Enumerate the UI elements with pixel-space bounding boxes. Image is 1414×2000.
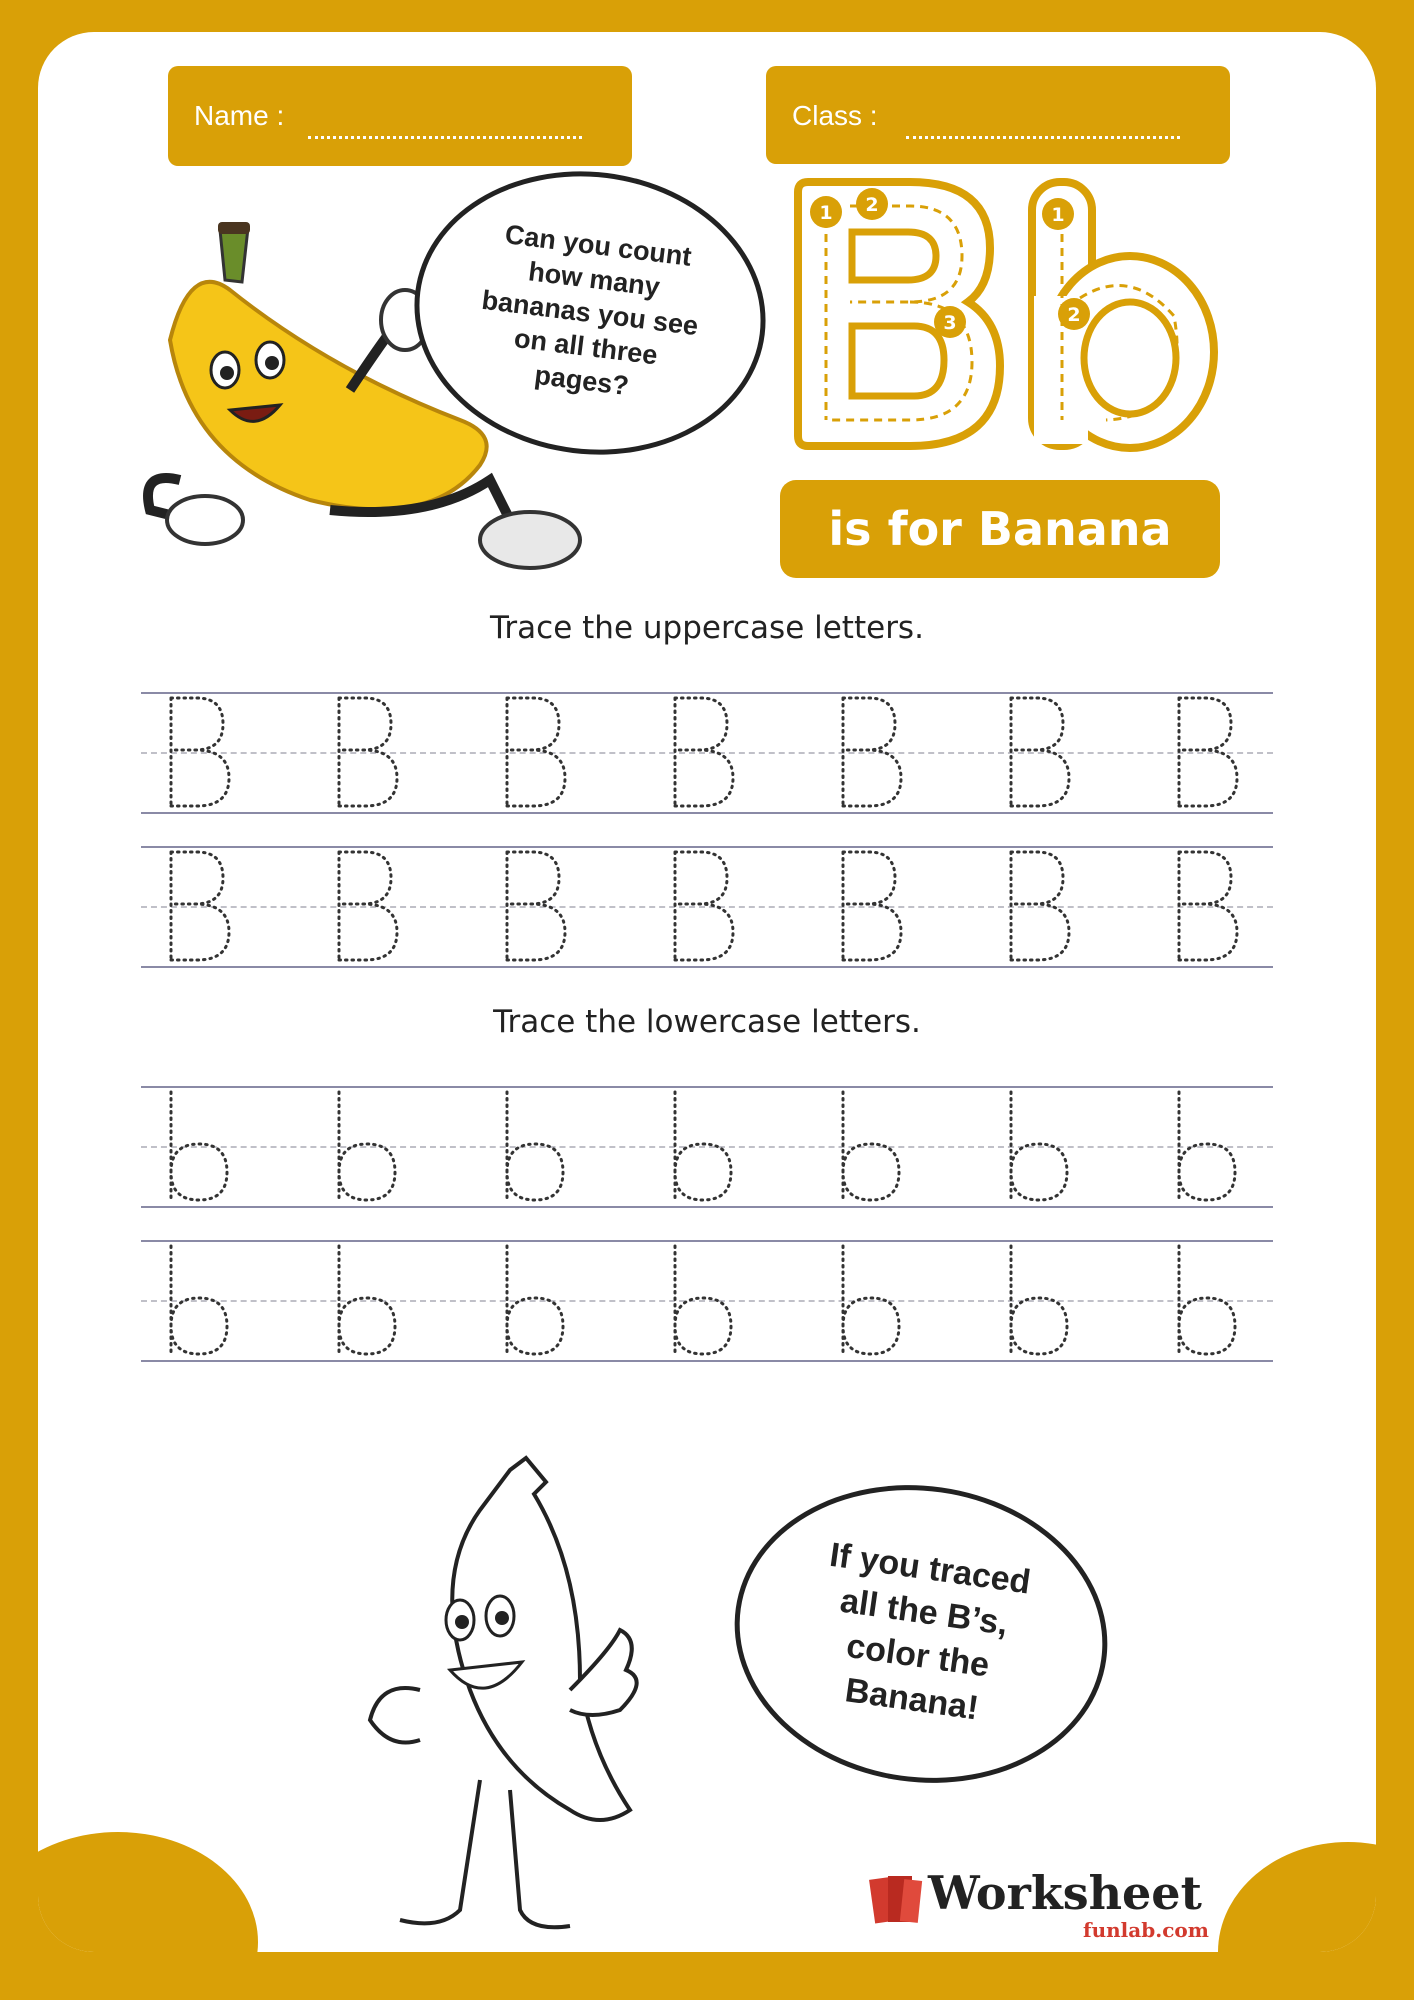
trace-letter-lower-1-7[interactable] (1171, 1086, 1243, 1206)
upper-step-1: 1 (819, 202, 833, 224)
trace-letter-lower-2-5[interactable] (835, 1240, 907, 1360)
trace-letter-lower-2-3[interactable] (499, 1240, 571, 1360)
trace-letter-lower-2-4[interactable] (667, 1240, 739, 1360)
speech-bubble-top-text: Can you count how many bananas you see on all three pages? (480, 219, 700, 402)
class-label: Class : (792, 100, 878, 131)
trace-letter-upper-1-1[interactable] (163, 692, 235, 812)
coloring-banana-outline (350, 1450, 670, 1950)
trace-letter-lower-2-2[interactable] (331, 1240, 403, 1360)
trace-letter-upper-1-5[interactable] (835, 692, 907, 812)
trace-letter-lower-1-3[interactable] (499, 1086, 571, 1206)
trace-letter-lower-1-4[interactable] (667, 1086, 739, 1206)
class-writing-line[interactable] (906, 136, 1180, 139)
tagline-pill (780, 480, 1220, 578)
trace-letter-upper-2-1[interactable] (163, 846, 235, 966)
speech-bubble-bottom-text: If you traced all the B’s, color the Banana! (827, 1535, 1033, 1728)
class-field[interactable] (766, 66, 1230, 164)
trace-letter-lower-1-2[interactable] (331, 1086, 403, 1206)
name-writing-line[interactable] (308, 136, 582, 139)
trace-letter-lower-1-1[interactable] (163, 1086, 235, 1206)
trace-letter-upper-1-2[interactable] (331, 692, 403, 812)
letter-bb-stroke-guide (790, 176, 1220, 456)
lowercase-row-2 (141, 1240, 1273, 1360)
name-label: Name : (194, 100, 285, 131)
upper-step-3: 3 (943, 312, 957, 334)
brand-name: Worksheet (928, 1866, 1202, 1920)
trace-letter-upper-1-3[interactable] (499, 692, 571, 812)
trace-letter-upper-2-4[interactable] (667, 846, 739, 966)
trace-letter-lower-1-5[interactable] (835, 1086, 907, 1206)
name-field[interactable] (168, 66, 632, 166)
lowercase-instruction: Trace the lowercase letters. (493, 1004, 921, 1040)
trace-letter-upper-1-6[interactable] (1003, 692, 1075, 812)
trace-letter-lower-2-7[interactable] (1171, 1240, 1243, 1360)
lower-step-1: 1 (1051, 204, 1065, 226)
tagline-text: is for Banana (828, 502, 1172, 556)
trace-letter-upper-1-7[interactable] (1171, 692, 1243, 812)
uppercase-row-2 (141, 846, 1273, 966)
trace-letter-upper-2-2[interactable] (331, 846, 403, 966)
uppercase-row-1 (141, 692, 1273, 812)
uppercase-instruction: Trace the uppercase letters. (490, 610, 924, 646)
trace-letter-upper-2-5[interactable] (835, 846, 907, 966)
trace-letter-lower-2-1[interactable] (163, 1240, 235, 1360)
decor-blob-left (38, 1832, 258, 1952)
trace-letter-lower-1-6[interactable] (1003, 1086, 1075, 1206)
trace-letter-upper-2-3[interactable] (499, 846, 571, 966)
lower-step-2: 2 (1067, 304, 1081, 326)
brand-domain: funlab.com (1083, 1918, 1209, 1942)
trace-letter-upper-2-7[interactable] (1171, 846, 1243, 966)
upper-step-2: 2 (865, 194, 879, 216)
trace-letter-upper-1-4[interactable] (667, 692, 739, 812)
decor-blob-right (1218, 1842, 1376, 1952)
book-stack-icon (868, 1868, 926, 1926)
lowercase-row-1 (141, 1086, 1273, 1206)
trace-letter-upper-2-6[interactable] (1003, 846, 1075, 966)
trace-letter-lower-2-6[interactable] (1003, 1240, 1075, 1360)
